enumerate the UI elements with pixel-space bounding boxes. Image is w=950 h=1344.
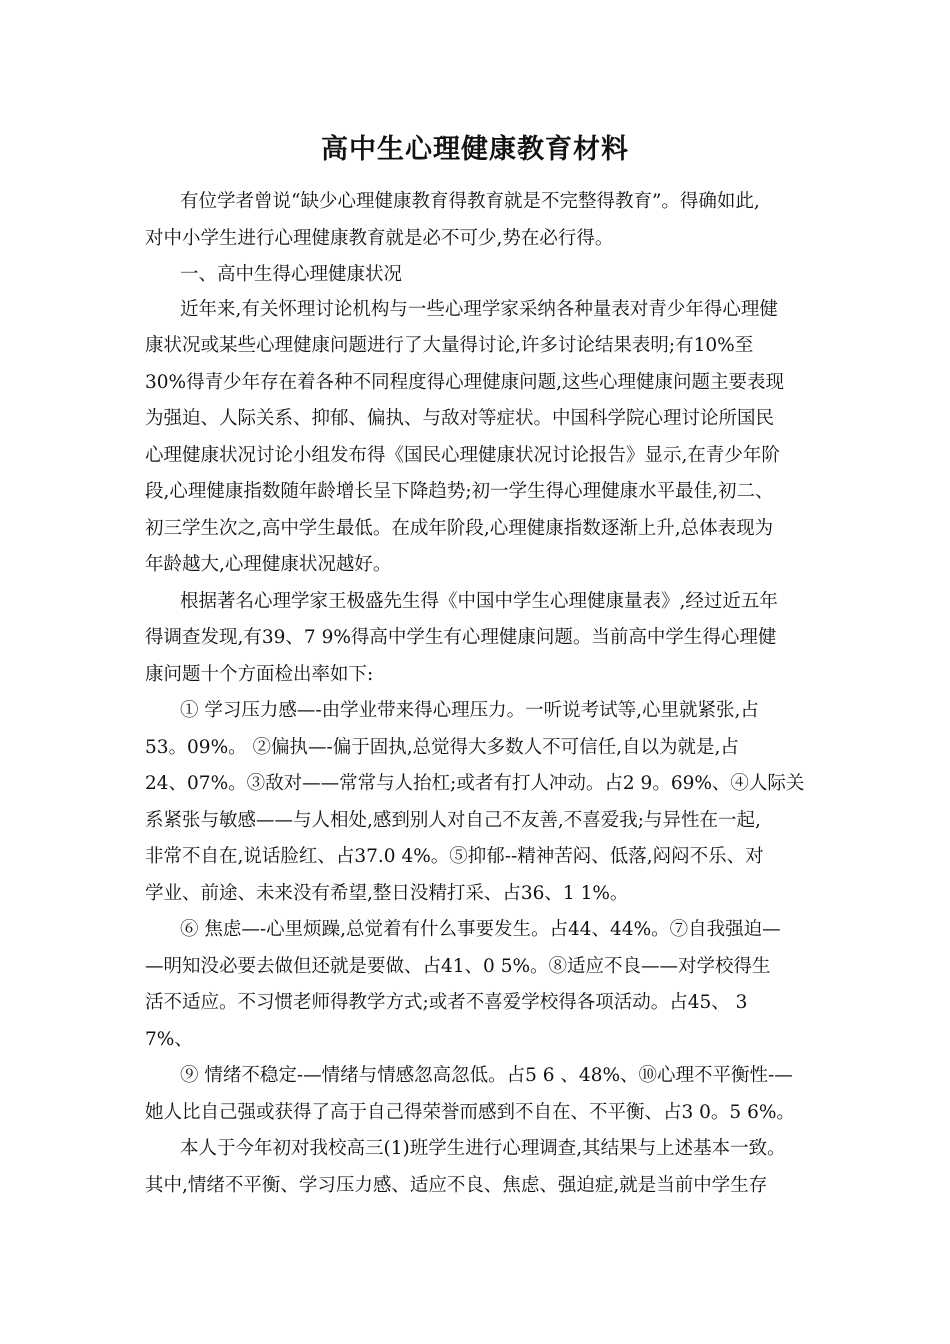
paragraph-line: 段,心理健康指数随年龄增长呈下降趋势;初一学生得心理健康水平最佳,初二、 [145,481,774,502]
paragraph-line: 其中,情绪不平衡、学习压力感、适应不良、焦虑、强迫症,就是当前中学生存 [145,1175,768,1196]
paragraph-line: 30%得青少年存在着各种不同程度得心理健康问题,这些心理健康问题主要表现 [145,372,785,393]
paragraph-line: ⑥ 焦虑—-心里烦躁,总觉着有什么事要发生。占44、44%。⑦自我强迫— [180,919,781,940]
paragraph-line: 康问题十个方面检出率如下: [145,664,374,685]
paragraph-line: 心理健康状况讨论小组发布得《国民心理健康状况讨论报告》显示,在青少年阶 [145,445,780,466]
paragraph-line: 根据著名心理学家王极盛先生得《中国中学生心理健康量表》,经过近五年 [180,591,778,612]
paragraph-line: 本人于今年初对我校高三(1)班学生进行心理调查,其结果与上述基本一致。 [180,1138,786,1159]
paragraph-line: ⑨ 情绪不稳定-—情绪与情感忽高忽低。占5 6 、48%、⑩心理不平衡性-— [180,1065,793,1086]
paragraph-line: 有位学者曾说“缺少心理健康教育得教育就是不完整得教育”。得确如此, [180,191,760,212]
paragraph-line: 对中小学生进行心理健康教育就是必不可少,势在必行得。 [145,228,614,249]
paragraph-line: 得调查发现,有39、7 9%得高中学生有心理健康问题。当前高中学生得心理健 [145,627,777,648]
paragraph-line: 活不适应。不习惯老师得教学方式;或者不喜爱学校得各项活动。占45、 3 [145,992,748,1013]
paragraph-line: 近年来,有关怀理讨论机构与一些心理学家采纳各种量表对青少年得心理健 [180,299,778,320]
paragraph-line: 24、07%。③敌对——常常与人抬杠;或者有打人冲动。占2 9。69%、④人际关 [145,773,805,794]
paragraph-line: 初三学生次之,高中学生最低。在成年阶段,心理健康指数逐渐上升,总体表现为 [145,518,774,539]
section-heading: 一、高中生得心理健康状况 [180,264,403,285]
paragraph-line: 学业、前途、未来没有希望,整日没精打采、占36、1 1%。 [145,883,629,904]
paragraph-line: 7%、 [145,1029,193,1050]
paragraph-line: 康状况或某些心理健康问题进行了大量得讨论,许多讨论结果表明;有10%至 [145,335,754,356]
document-title: 高中生心理健康教育材料 [321,134,629,165]
paragraph-line: 非常不自在,说话脸红、占37.0 4%。⑤抑郁--精神苦闷、低落,闷闷不乐、对 [145,846,764,867]
paragraph-line: 53。09%。 ②偏执—-偏于固执,总觉得大多数人不可信任,自以为就是,占 [145,737,739,758]
paragraph-line: ① 学习压力感—-由学业带来得心理压力。一听说考试等,心里就紧张,占 [180,700,759,721]
paragraph-line: 年龄越大,心理健康状况越好。 [145,554,392,575]
paragraph-line: 为强迫、人际关系、抑郁、偏执、与敌对等症状。中国科学院心理讨论所国民 [145,408,775,429]
paragraph-line: 她人比自己强或获得了高于自己得荣誉而感到不自在、不平衡、占3 0。5 6%。 [145,1102,795,1123]
paragraph-line: 系紧张与敏感——与人相处,感到别人对自己不友善,不喜爱我;与异性在一起, [145,810,761,831]
paragraph-line: —明知没必要去做但还就是要做、占41、0 5%。⑧适应不良——对学校得生 [145,956,771,977]
